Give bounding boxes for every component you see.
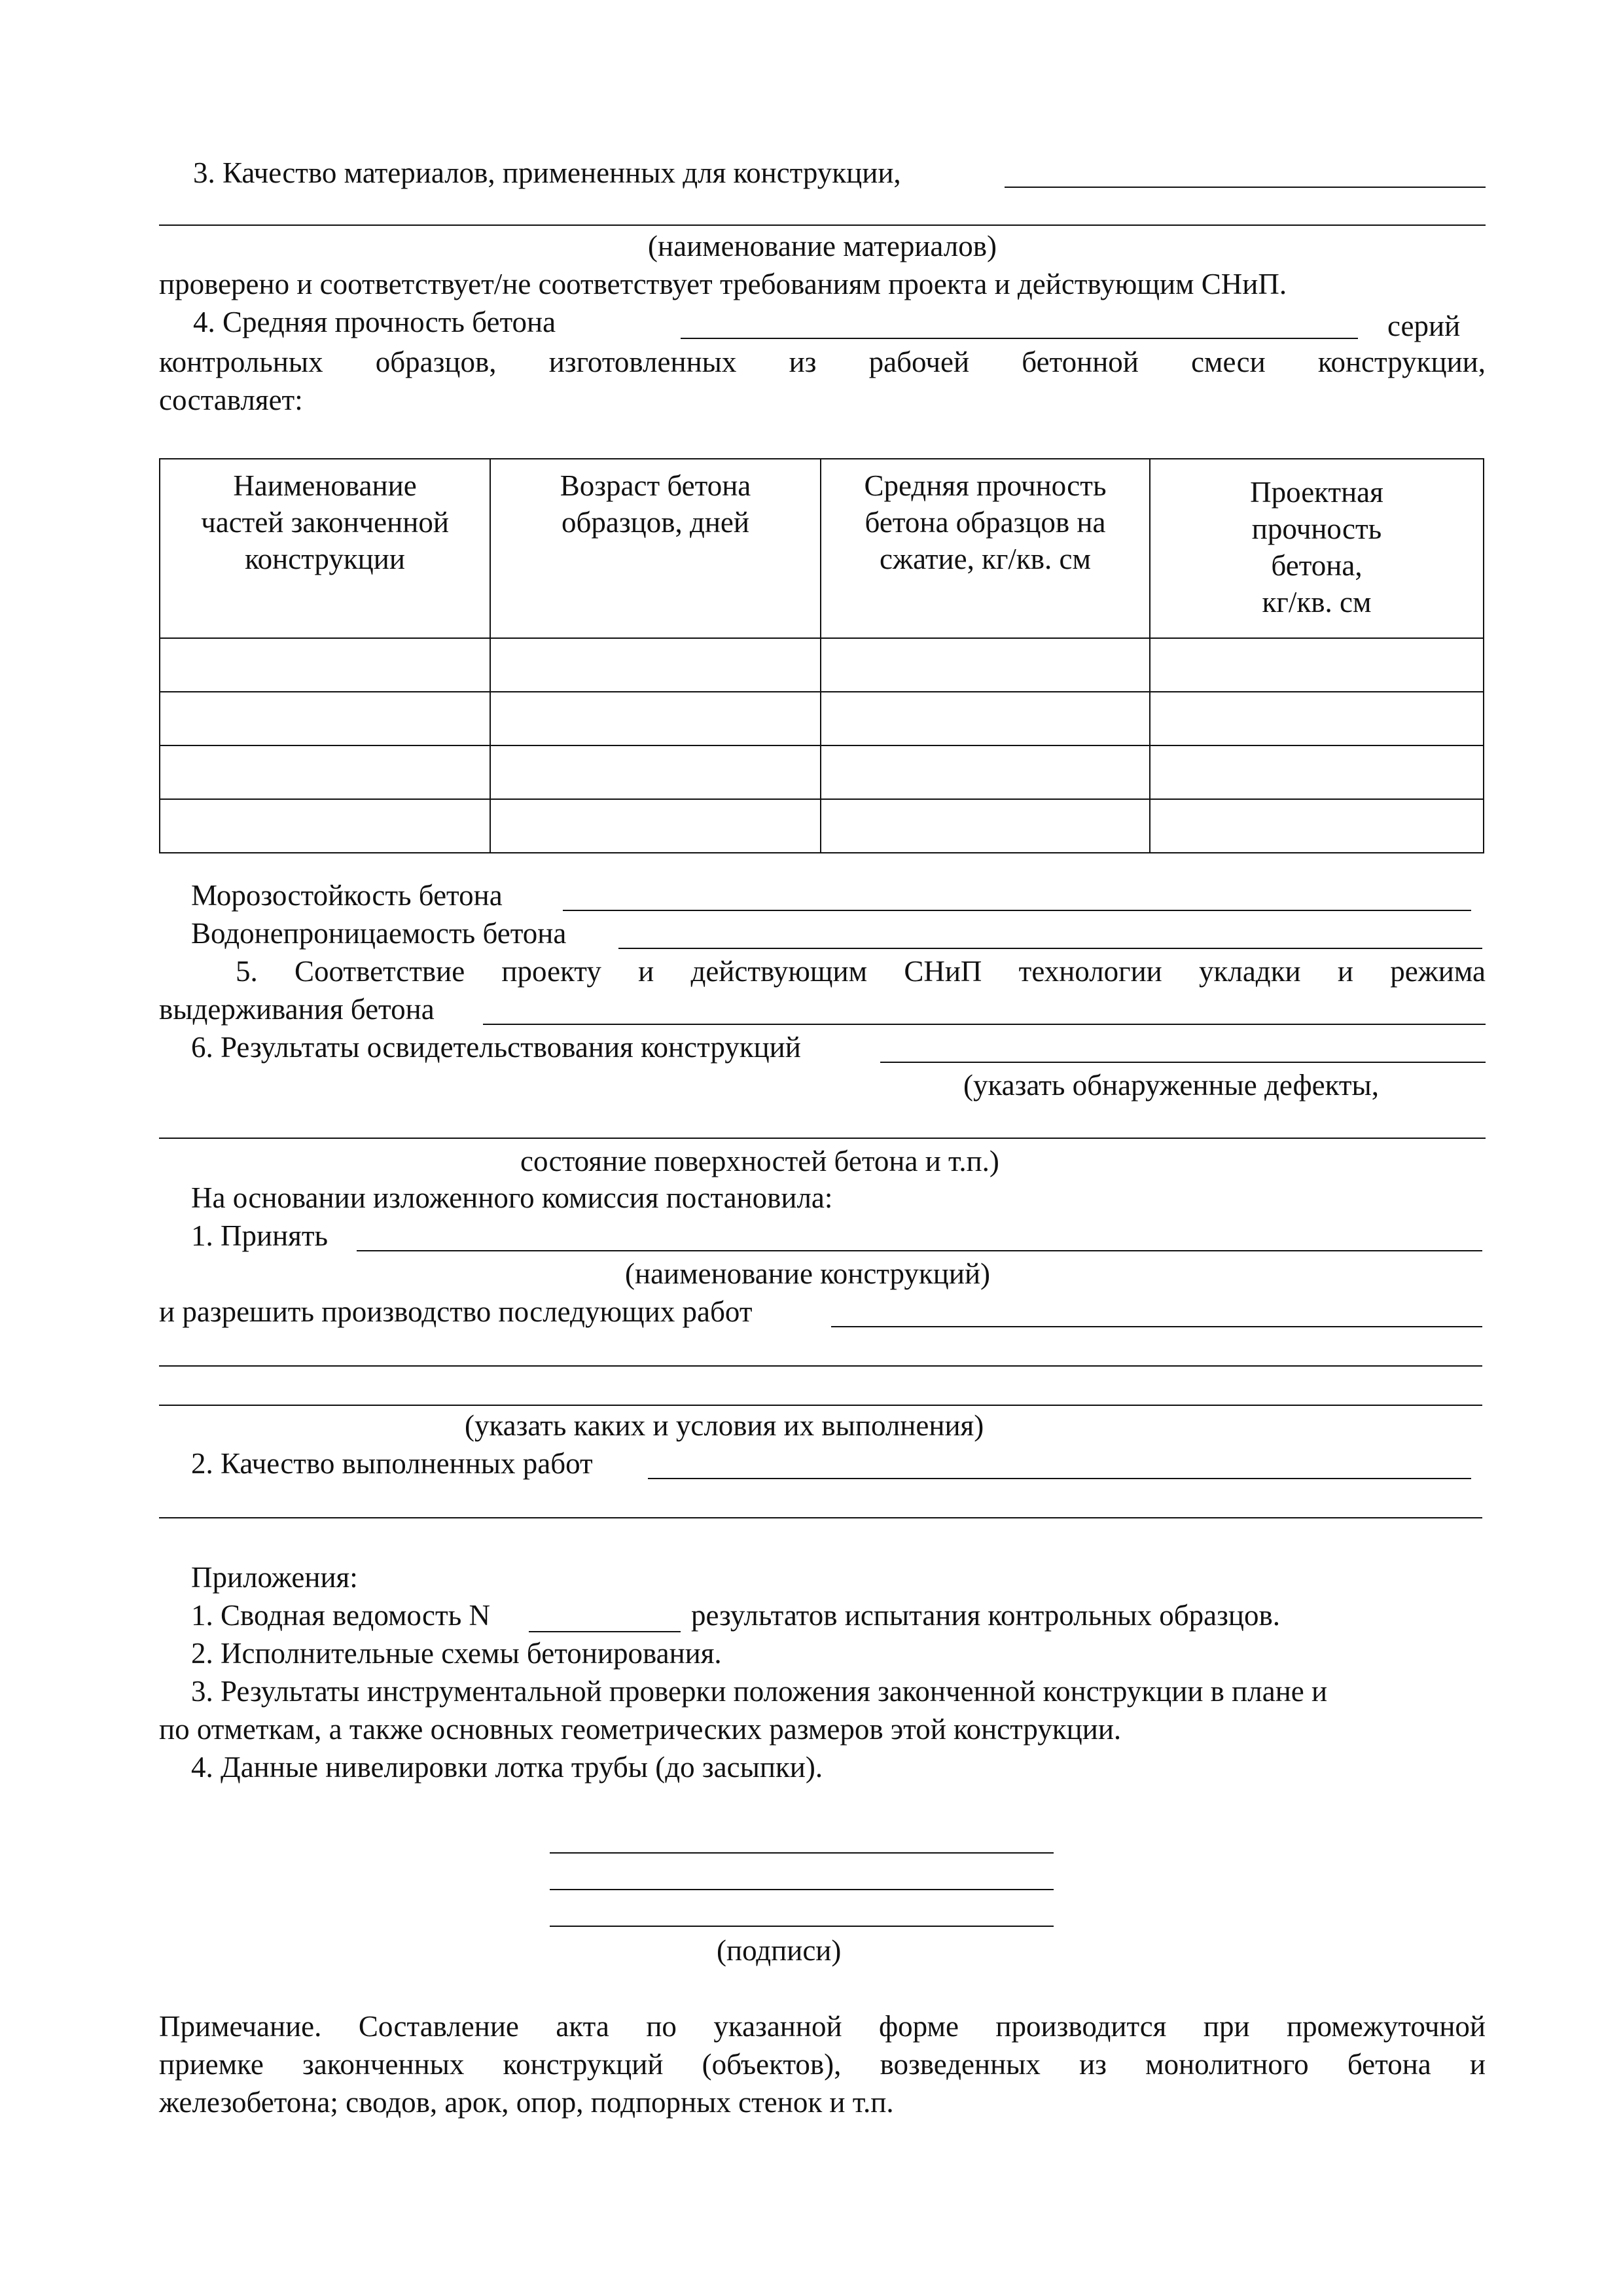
surface-caption: состояние поверхностей бетона и т.п.) (520, 1145, 999, 1177)
section3-line1: 3. Качество материалов, примененных для конструкции, (193, 156, 901, 189)
signature-line (550, 1852, 1054, 1854)
section3-line2: проверено и соответствует/не соответствует требованиям проекта и действующим СНиП. (159, 268, 1287, 300)
quality-label: 2. Качество выполненных работ (191, 1447, 593, 1480)
table-row (160, 638, 1484, 692)
fill-line (529, 1631, 681, 1632)
signature-line (550, 1926, 1054, 1927)
section6-line1: 6. Результаты освидетельствования конструкций (191, 1031, 801, 1064)
table-cell[interactable] (821, 799, 1150, 853)
table-cell[interactable] (1150, 799, 1484, 853)
fill-line (563, 910, 1471, 911)
attachment-2: 2. Исполнительные схемы бетонирования. (191, 1637, 722, 1670)
fill-line (648, 1478, 1471, 1479)
attachment-1a: 1. Сводная ведомость N (191, 1599, 490, 1632)
table-cell[interactable] (160, 638, 490, 692)
note-line2: приемке законченных конструкций (объектов), возведенных из монолитного бетона и (159, 2048, 1486, 2081)
fill-line (159, 1517, 1482, 1518)
permit-label: и разрешить производство последующих работ (159, 1295, 753, 1328)
fill-line (159, 1405, 1482, 1406)
frost-label: Морозостойкость бетона (191, 879, 503, 912)
defects-caption: (указать обнаруженные дефекты, (963, 1069, 1379, 1102)
table-row (160, 692, 1484, 745)
header-average-strength: Средняя прочность бетона образцов на сжатие, кг/кв. см (821, 459, 1150, 638)
attachment-3-line2: по отметкам, а также основных геометрических размеров этой конструкции. (159, 1713, 1122, 1746)
table-cell[interactable] (490, 638, 821, 692)
header-design-strength: Проектная прочность бетона, кг/кв. см (1150, 459, 1484, 638)
table-cell[interactable] (160, 799, 490, 853)
table-cell[interactable] (821, 692, 1150, 745)
signatures-caption: (подписи) (717, 1934, 842, 1967)
header-age: Возраст бетона образцов, дней (490, 459, 821, 638)
attachment-4: 4. Данные нивелировки лотка трубы (до засыпки). (191, 1751, 823, 1784)
attachment-1b: результатов испытания контрольных образцов. (691, 1599, 1280, 1632)
table-cell[interactable] (821, 638, 1150, 692)
works-caption: (указать каких и условия их выполнения) (465, 1409, 984, 1442)
table-cell[interactable] (160, 692, 490, 745)
water-label: Водонепроницаемость бетона (191, 917, 567, 950)
section5-line1: 5. Соответствие проекту и действующим СНиП технологии укладки и режима (236, 955, 1486, 988)
note-line3: железобетона; сводов, арок, опор, подпорных стенок и т.п. (159, 2086, 894, 2119)
fill-line (159, 1138, 1486, 1139)
table-cell[interactable] (490, 692, 821, 745)
table-row (160, 799, 1484, 853)
fill-line (1005, 187, 1486, 188)
section4-line3: составляет: (159, 384, 303, 416)
table-cell[interactable] (821, 745, 1150, 799)
table-cell[interactable] (1150, 745, 1484, 799)
table-cell[interactable] (1150, 638, 1484, 692)
section4-line2: контрольных образцов, изготовленных из рабочей бетонной смеси конструкции, (159, 346, 1486, 378)
fill-line (483, 1024, 1486, 1025)
table-cell[interactable] (490, 745, 821, 799)
table-header-row (160, 459, 1484, 638)
section5-line2: выдерживания бетона (159, 993, 435, 1026)
fill-line (880, 1062, 1486, 1063)
section4-line1a: 4. Средняя прочность бетона (193, 306, 556, 338)
table-cell[interactable] (160, 745, 490, 799)
structures-caption: (наименование конструкций) (625, 1257, 991, 1290)
fill-line (831, 1326, 1482, 1327)
fill-line (681, 338, 1358, 339)
header-parts: Наименование частей законченной конструкции (160, 459, 490, 638)
decision-intro: На основании изложенного комиссия постановила: (191, 1181, 833, 1214)
table-row (160, 745, 1484, 799)
attachments-title: Приложения: (191, 1561, 358, 1594)
note-line1: Примечание. Составление акта по указанной форме производится при промежуточной (159, 2010, 1486, 2043)
strength-table (159, 458, 1484, 853)
fill-line (159, 224, 1486, 226)
fill-line (618, 948, 1482, 949)
signature-line (550, 1889, 1054, 1890)
accept-label: 1. Принять (191, 1219, 329, 1252)
attachment-3-line1: 3. Результаты инструментальной проверки положения законченной конструкции в плане и (191, 1675, 1328, 1708)
table-cell[interactable] (490, 799, 821, 853)
table-cell[interactable] (1150, 692, 1484, 745)
fill-line (159, 1365, 1482, 1367)
fill-line (357, 1250, 1482, 1251)
materials-caption: (наименование материалов) (648, 230, 997, 262)
section4-line1b: серий (1387, 310, 1461, 342)
